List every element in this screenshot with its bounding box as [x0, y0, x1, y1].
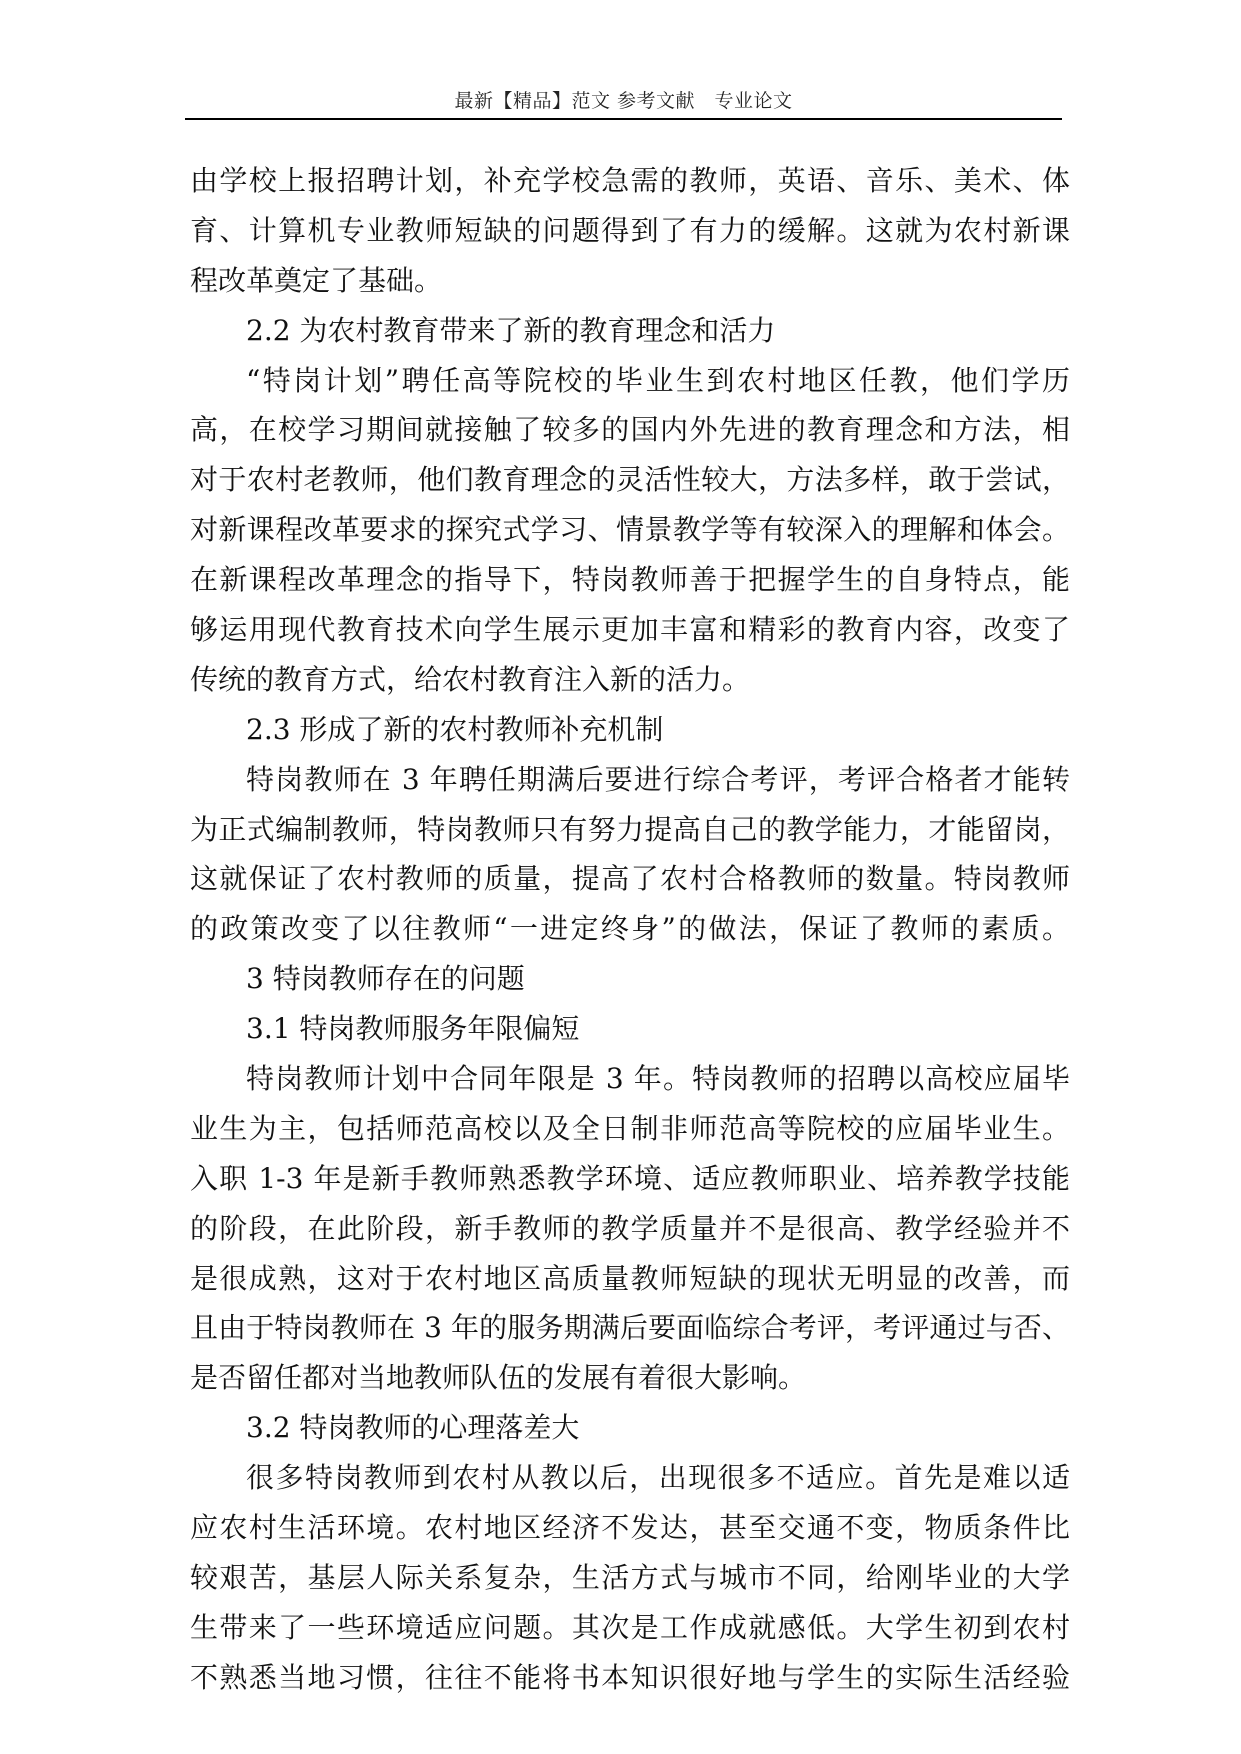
- text-line: 不熟悉当地习惯，往往不能将书本知识很好地与学生的实际生活经验: [190, 1660, 1070, 1694]
- text-line: 入职 1-3 年是新手教师熟悉教学环境、适应教师职业、培养教学技能: [190, 1161, 1070, 1195]
- text-line: 这就保证了农村教师的质量，提高了农村合格教师的数量。特岗教师: [190, 862, 1070, 896]
- text-line: 应农村生活环境。农村地区经济不发达，甚至交通不变，物质条件比: [190, 1511, 1070, 1545]
- text-line: 特岗教师在 3 年聘任期满后要进行综合考评，考评合格者才能转: [246, 762, 1070, 796]
- text-line: 够运用现代教育技术向学生展示更加丰富和精彩的教育内容，改变了: [190, 613, 1070, 647]
- text-line: “特岗计划”聘任高等院校的毕业生到农村地区任教，他们学历: [246, 363, 1070, 397]
- text-line: 由学校上报招聘计划，补充学校急需的教师，英语、音乐、美术、体: [190, 164, 1070, 197]
- text-line: 对新课程改革要求的探究式学习、情景教学等有较深入的理解和体会。: [190, 513, 1070, 547]
- body-text: [190, 156, 1070, 1703]
- text-line: 3 特岗教师存在的问题: [246, 962, 525, 996]
- text-line: 程改革奠定了基础。: [190, 263, 443, 297]
- text-line: 的阶段，在此阶段，新手教师的教学质量并不是很高、教学经验并不: [190, 1211, 1070, 1245]
- text-line: 3.2 特岗教师的心理落差大: [246, 1411, 580, 1445]
- text-line: 且由于特岗教师在 3 年的服务期满后要面临综合考评，考评通过与否、: [190, 1311, 1070, 1345]
- text-line: 很多特岗教师到农村从教以后，出现很多不适应。首先是难以适: [246, 1461, 1070, 1495]
- text-line: 是很成熟，这对于农村地区高质量教师短缺的现状无明显的改善，而: [190, 1261, 1070, 1295]
- text-line: 业生为主，包括师范高校以及全日制非师范高等院校的应届毕业生。: [190, 1111, 1070, 1145]
- text-line: 传统的教育方式，给农村教育注入新的活力。: [190, 662, 751, 696]
- header-divider: [185, 118, 1062, 120]
- text-line: 特岗教师计划中合同年限是 3 年。特岗教师的招聘以高校应届毕: [246, 1062, 1070, 1096]
- text-line: 生带来了一些环境适应问题。其次是工作成就感低。大学生初到农村: [190, 1610, 1070, 1644]
- text-line: 对于农村老教师，他们教育理念的灵活性较大，方法多样，敢于尝试，: [190, 463, 1070, 497]
- text-line: 2.2 为农村教育带来了新的教育理念和活力: [246, 313, 776, 347]
- text-line: 较艰苦，基层人际关系复杂，生活方式与城市不同，给刚毕业的大学: [190, 1560, 1070, 1594]
- text-line: 高，在校学习期间就接触了较多的国内外先进的教育理念和方法，相: [190, 413, 1070, 447]
- text-line: 2.3 形成了新的农村教师补充机制: [246, 712, 664, 746]
- text-line: 的政策改变了以往教师“一进定终身”的做法，保证了教师的素质。: [190, 912, 1070, 946]
- text-line: 3.1 特岗教师服务年限偏短: [246, 1012, 580, 1046]
- text-line: 是否留任都对当地教师队伍的发展有着很大影响。: [190, 1361, 807, 1395]
- text-line: 在新课程改革理念的指导下，特岗教师善于把握学生的自身特点，能: [190, 563, 1070, 597]
- text-line: 育、计算机专业教师短缺的问题得到了有力的缓解。这就为农村新课: [190, 213, 1070, 247]
- text-line: 为正式编制教师，特岗教师只有努力提高自己的教学能力，才能留岗，: [190, 812, 1070, 846]
- page-header: 最新【精品】范文 参考文献 专业论文: [454, 90, 793, 112]
